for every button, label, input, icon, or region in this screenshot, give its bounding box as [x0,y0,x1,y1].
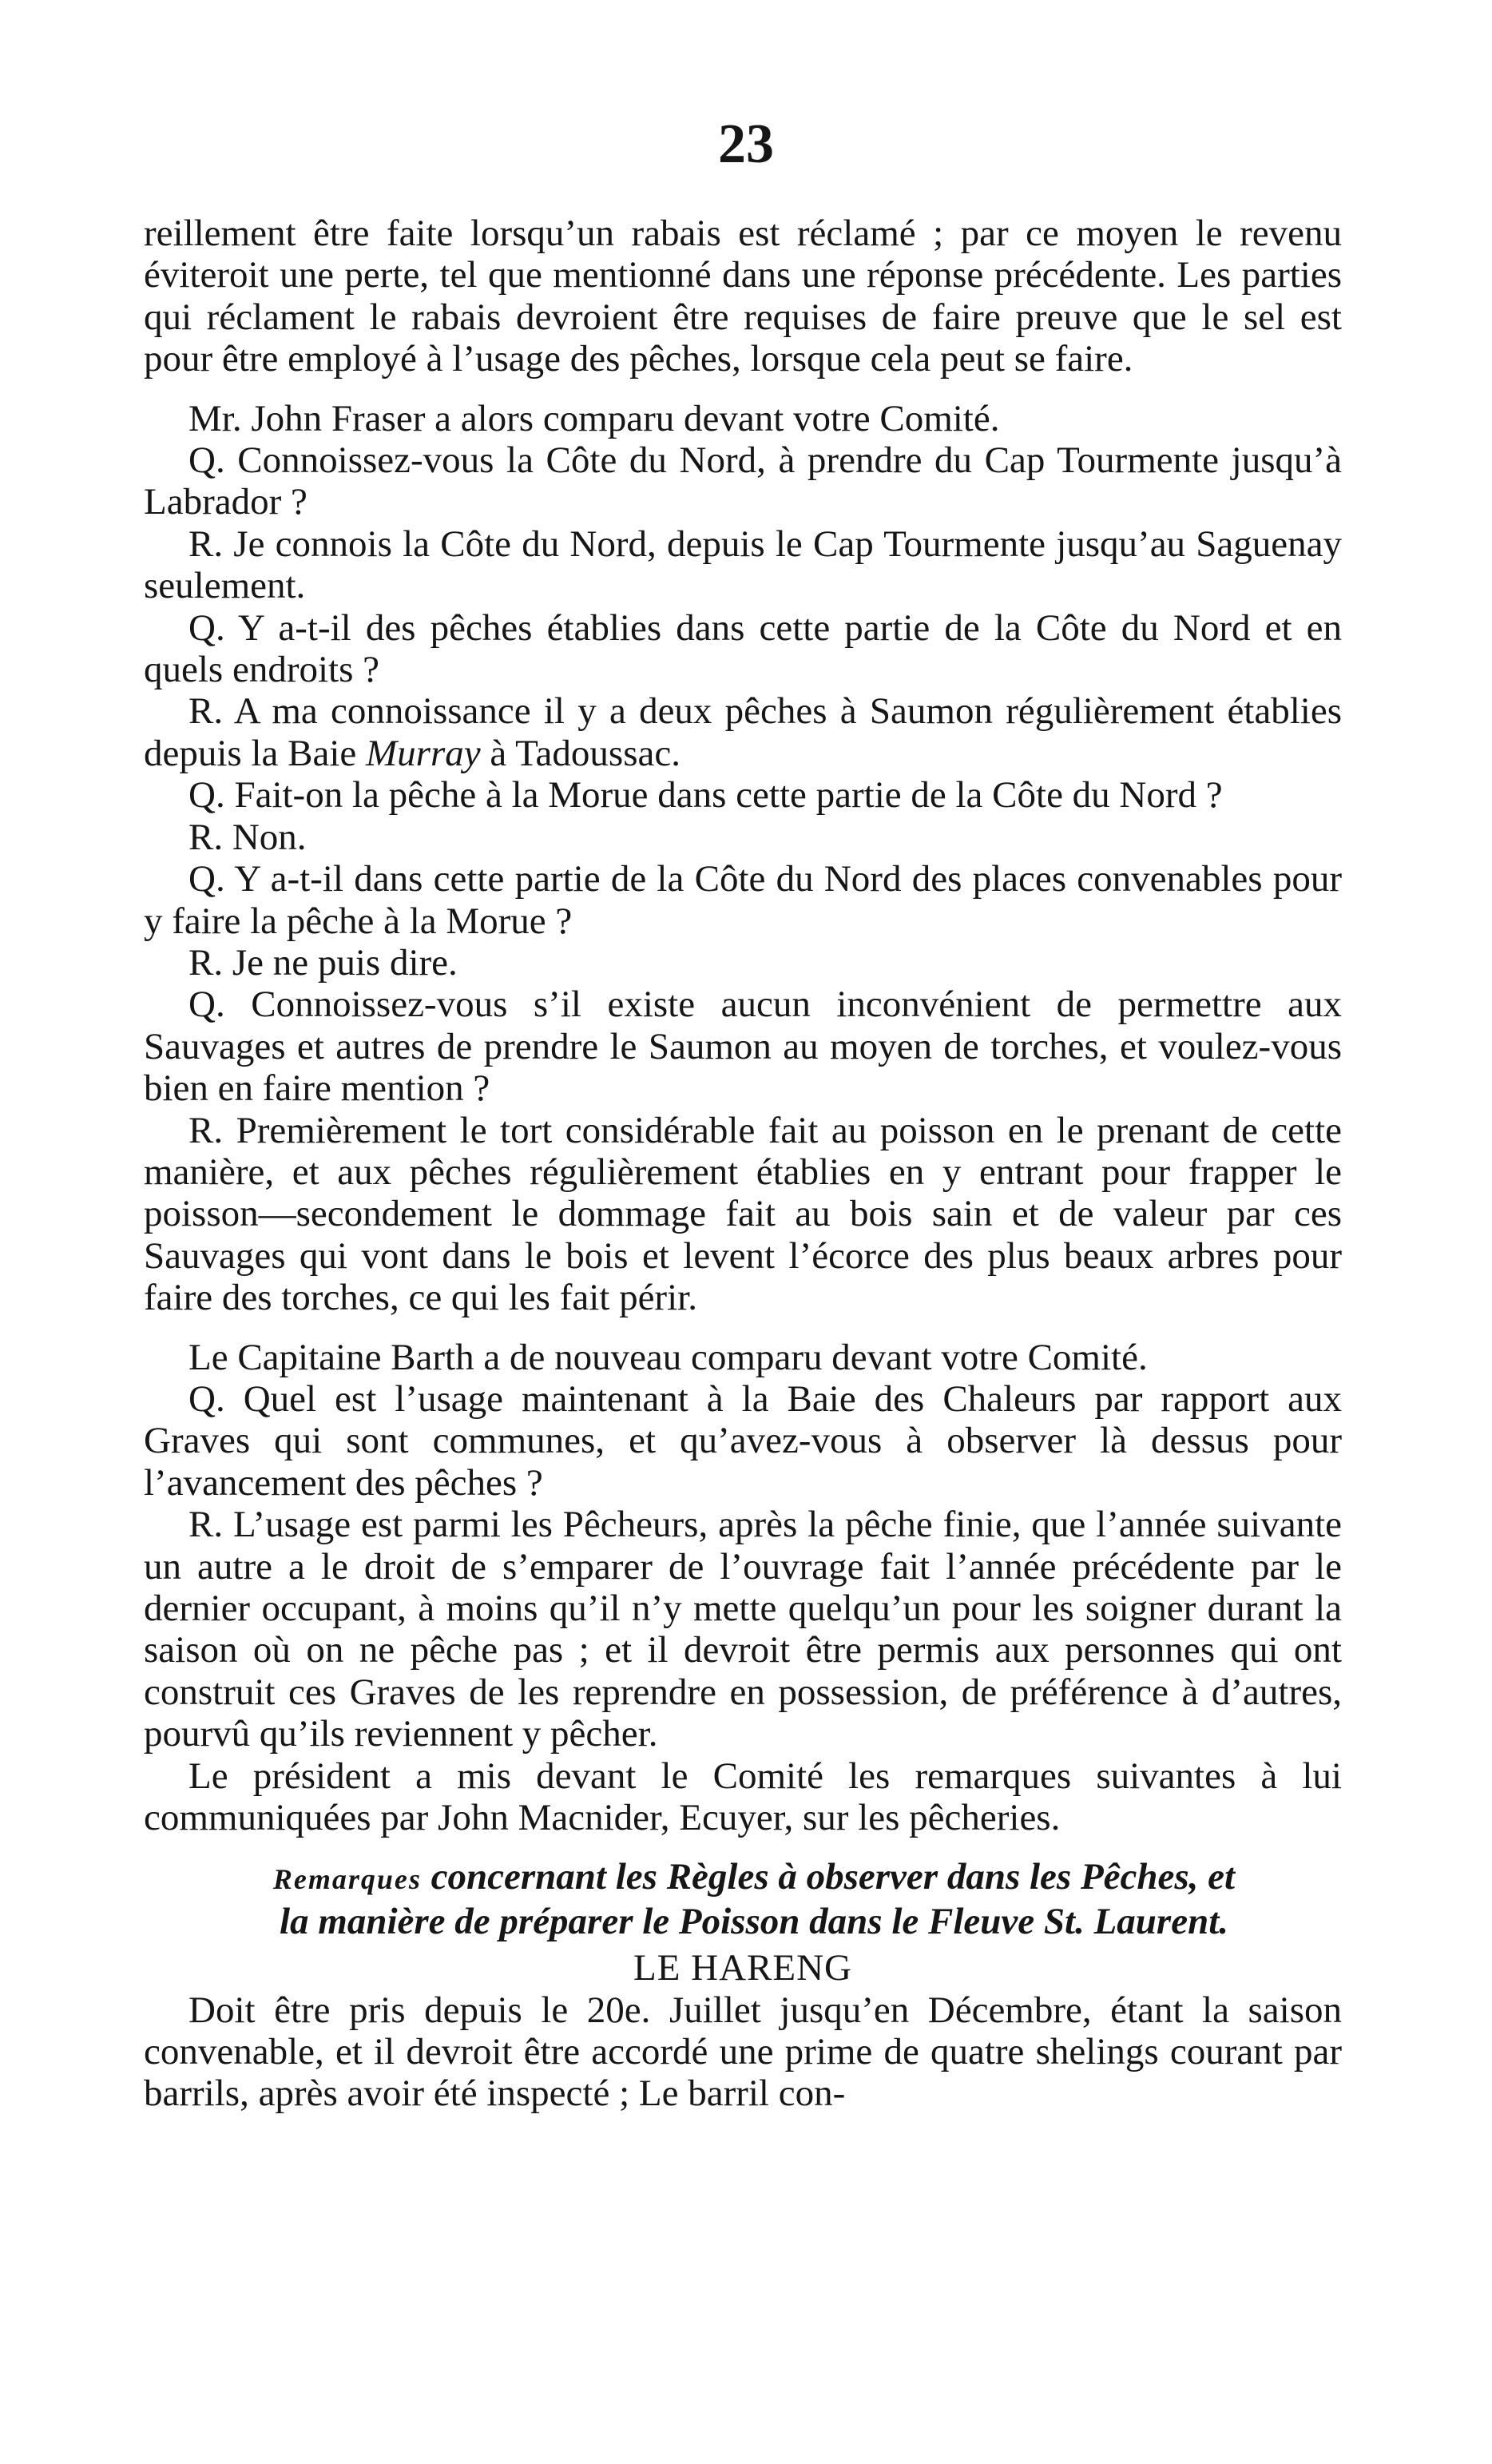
question-2: Q. Y a-t-il des pêches établies dans cette partie de la Côte du Nord et en quels endroits ? [144,606,1342,691]
question-1: Q. Connoissez-vous la Côte du Nord, à prendre du Cap Tourmente jusqu’à Labrador ? [144,439,1342,523]
question-5: Q. Connoissez-vous s’il existe aucun inconvénient de permettre aux Sauvages et autres de prendre le Saumon au moyen de torches, et voulez-vous bien en faire mention ? [144,984,1342,1110]
question-6: Q. Quel est l’usage maintenant à la Baie des Chaleurs par rapport aux Graves qui sont communes, et qu’avez-vous à observer là dessus pour l’avancement des pêches ? [144,1377,1342,1504]
heading-smallcaps: Remarques [272,1863,422,1896]
paragraph-witness-fraser: Mr. John Fraser a alors comparu devant votre Comité. [188,397,1000,439]
place-name-murray: Murray [366,732,481,774]
answer-4: R. Je ne puis dire. [188,941,458,984]
page-number: 23 [718,113,774,175]
section-heading-line-2: la manière de préparer le Poisson dans le Fleuve St. Laurent. [279,1900,1229,1942]
question-3: Q. Fait-on la pêche à la Morue dans cette partie de la Côte du Nord ? [188,774,1223,817]
paragraph-president-remarks: Le président a mis devant le Comité les remarques suivantes à lui communiquées par John Macnider, Ecuyer, sur les pêcheries. [144,1755,1342,1839]
section-heading-line-1 [173,1856,1335,1900]
answer-2-text-a: R. A ma connoissance il y a deux pêches à Saumon régulièrement établies depuis la Baie [144,690,1342,774]
answer-2-text-b: à Tadoussac. [490,732,681,774]
question-4: Q. Y a-t-il dans cette partie de la Côte du Nord des places convenables pour y faire la pêche à la Morue ? [144,858,1342,942]
paragraph-witness-barth: Le Capitaine Barth a de nouveau comparu devant votre Comité. [188,1336,1148,1378]
paragraph-continued: reillement être faite lorsqu’un rabais est réclamé ; par ce moyen le revenu éviteroit une perte, tel que mentionné dans une réponse précédente. Les parties qui réclament le rabais devroient être requises de faire preuve que le sel est pour être employé à l’usage des pêches, lorsque cela peut se faire. [144,213,1342,380]
heading-rest: concernant les Règles à observer dans les Pêches, et [431,1856,1236,1898]
answer-6: R. L’usage est parmi les Pêcheurs, après la pêche finie, que l’année suivante un autre a le droit de s’emparer de l’ouvrage fait l’année précédente par le dernier occupant, à moins qu’il n’y mette quelqu’un pour les soigner durant la saison où on ne pêche pas ; et il devroit être permis aux personnes qui ont construit ces Graves de les reprendre en possession, de préférence à d’autres, pourvû qu’ils reviennent y pêcher. [144,1504,1342,1755]
answer-2 [144,690,1342,774]
answer-5: R. Premièrement le tort considérable fait au poisson en le prenant de cette manière, et aux pêches régulièrement établies en y entrant pour frapper le poisson—secondement le dommage fait au bois sain et de valeur par ces Sauvages qui vont dans le bois et levent l’écorce des plus beaux arbres pour faire des torches, ce qui les fait périr. [144,1109,1342,1319]
subheading-hareng: LE HARENG [633,1947,852,1989]
answer-1: R. Je connois la Côte du Nord, depuis le Cap Tourmente jusqu’au Saguenay seulement. [144,523,1342,607]
section-heading [144,1856,1342,1942]
page-body [144,213,1342,2115]
answer-3: R. Non. [188,816,307,858]
paragraph-hareng: Doit être pris depuis le 20e. Juillet jusqu’en Décembre, étant la saison convenable, et il devroit être accordé une prime de quatre shelings courant par barrils, après avoir été inspecté ; Le barril con- [144,1989,1342,2115]
